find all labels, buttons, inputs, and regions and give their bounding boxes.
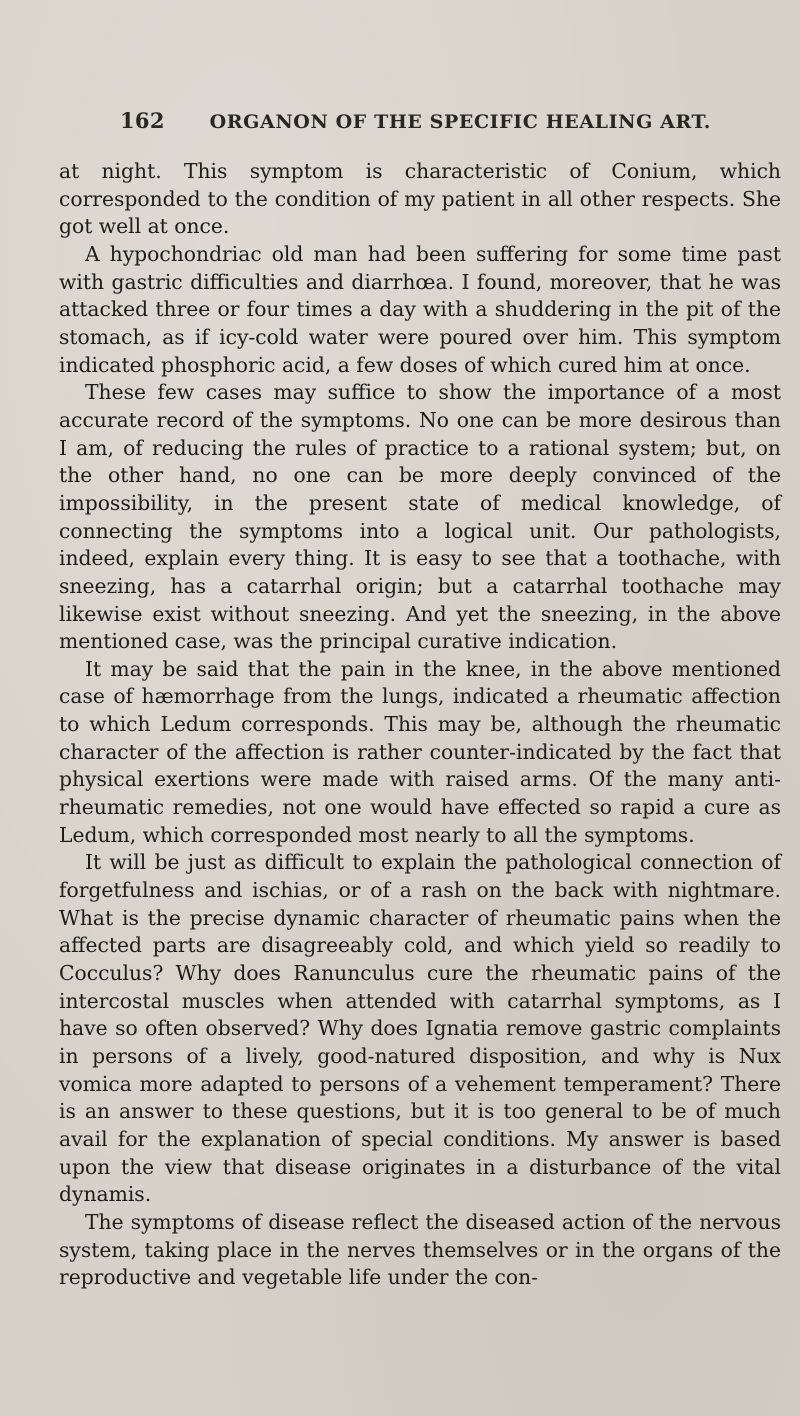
paragraph-6: The symptoms of disease reflect the diseased action of the nervous system, taking place in the nerves themselves or in the organs of the reproductive and vegetable life under the con- bbox=[59, 1209, 781, 1290]
paragraph-5: It will be just as difficult to explain the pathological connection of forgetfulness and ischias, or of a rash on the back with nightmare. What is the precise dynamic character of rheumatic pains when the affected parts are disagreeably cold, and which yield so readily to Cocculus? Why does Ranunculus cure the rheumatic pains of the intercostal muscles when attended with catarrhal symptoms, as I have so often observed? Why does Ignatia remove gastric complaints in persons of a lively, good-natured disposition, and why is Nux vomica more adapted to persons of a vehement temperament? There is an answer to these questions, but it is too general to be of much avail for the explanation of special conditions. My answer is based upon the view that disease originates in a disturbance of the vital dynamis. bbox=[59, 850, 781, 1207]
page-header bbox=[120, 108, 780, 138]
paragraph-3: These few cases may suffice to show the importance of a most accurate record of the symptoms. No one can be more desirous than I am, of reducing the rules of practice to a rational system; but, on the other hand, no one can be more deeply convinced of the impossibility, in the present state of medical knowledge, of connecting the symptoms into a logical unit. Our pathologists, indeed, explain every thing. It is easy to see that a toothache, with sneezing, has a catarrhal origin; but a catarrhal toothache may likewise exist without sneezing. And yet the sneezing, in the above mentioned case, was the principal curative indication. bbox=[59, 380, 781, 654]
running-title: ORGANON OF THE SPECIFIC HEALING ART. bbox=[209, 111, 712, 133]
paragraph-4: It may be said that the pain in the knee, in the above mentioned case of hæmorrhage from the lungs, indicated a rheumatic affection to which Ledum corresponds. This may be, although the rheumatic character of the affection is rather counter-indicated by the fact that physical exertions were made with raised arms. Of the many anti-rheumatic remedies, not one would have effected so rapid a cure as Ledum, which corresponded most nearly to all the symptoms. bbox=[59, 656, 781, 847]
paragraph-1: at night. This symptom is characteristic of Conium, which corresponded to the condition of my patient in all other respects. She got well at once. bbox=[59, 159, 781, 239]
paragraph-2: A hypochondriac old man had been suffering for some time past with gastric difficulties and diarrhœa. I found, moreover, that he was attacked three or four times a day with a shuddering in the pit of the stomach, as if icy-cold water were poured over him. This symptom indicated phosphoric acid, a few doses of which cured him at once. bbox=[59, 241, 781, 377]
page-body bbox=[59, 158, 781, 1292]
page-number: 162 bbox=[120, 108, 165, 133]
